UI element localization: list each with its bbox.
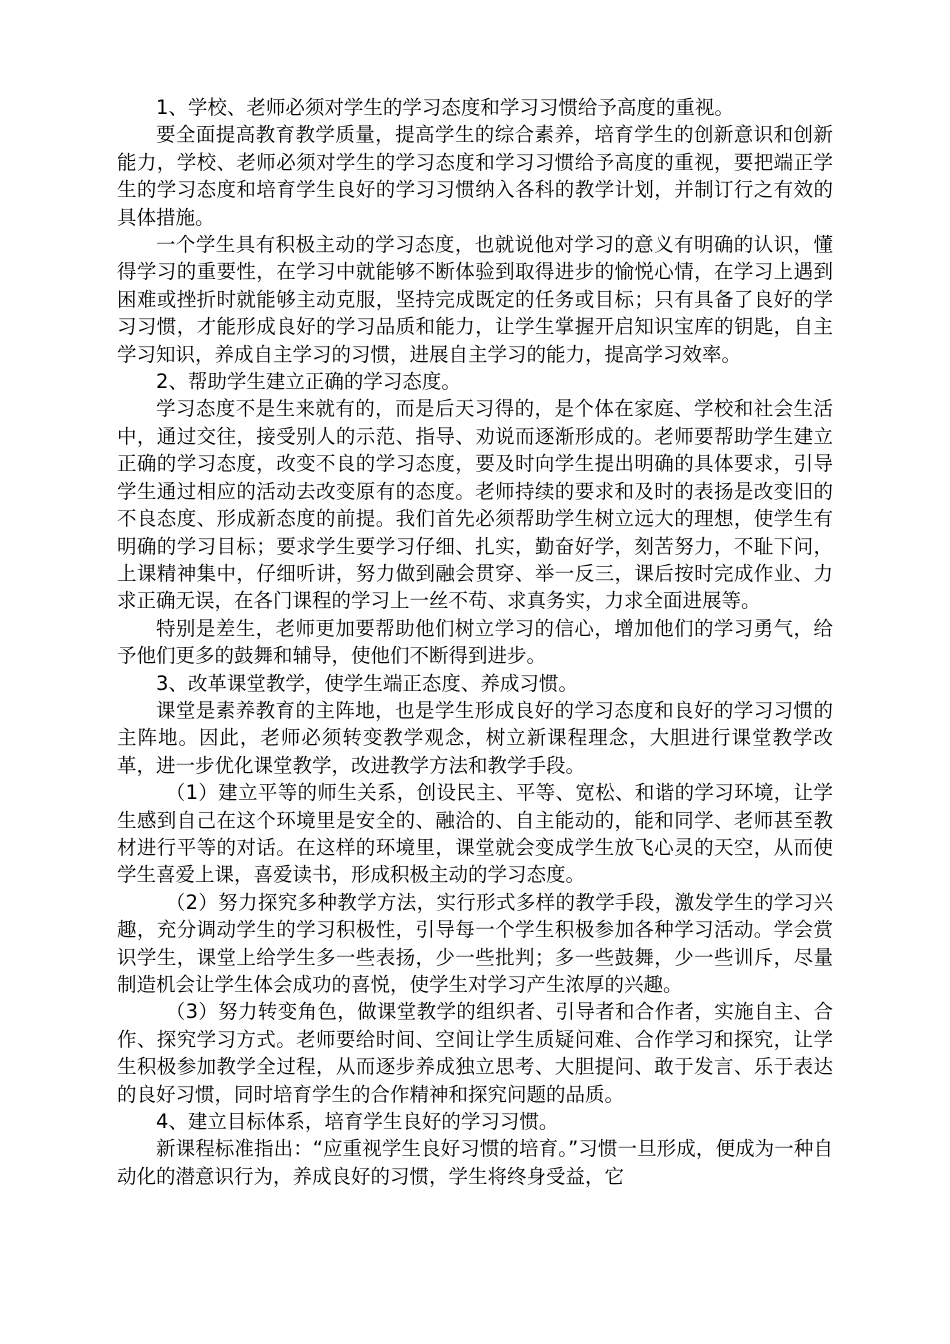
paragraph: 新课程标准指出：“应重视学生良好习惯的培育。”习惯一旦形成，便成为一种自动化的潜意识行为，养成良好的习惯，学生将终身受益，它 [117, 1137, 833, 1188]
paragraph: 学习态度不是生来就有的，而是后天习得的，是个体在家庭、学校和社会生活中，通过交往，接受别人的示范、指导、劝说而逐渐形成的。老师要帮助学生建立正确的学习态度，改变不良的学习态度，要及时向学生提出明确的具体要求，引导学生通过相应的活动去改变原有的态度。老师持续的要求和及时的表扬是改变旧的不良态度、形成新态度的前提。我们首先必须帮助学生树立远大的理想，使学生有明确的学习目标；要求学生要学习仔细、扎实，勤奋好学，刻苦努力，不耻下问，上课精神集中，仔细听讲，努力做到融会贯穿、举一反三，课后按时完成作业、力求正确无误，在各门课程的学习上一丝不苟、求真务实，力求全面进展等。 [117, 397, 833, 613]
list-item-2: （2）努力探究多种教学方法，实行形式多样的教学手段，激发学生的学习兴趣，充分调动学生的学习积极性，引导每一个学生积极参加各种学习活动。学会赏识学生，课堂上给学生多一些表扬，少一些批判；多一些鼓舞，少一些训斥，尽量制造机会让学生体会成功的喜悦，使学生对学习产生浓厚的兴趣。 [117, 890, 833, 996]
paragraph: 要全面提高教育教学质量，提高学生的综合素养，培育学生的创新意识和创新能力，学校、老师必须对学生的学习态度和学习习惯给予高度的重视，要把端正学生的学习态度和培育学生良好的学习习惯纳入各科的教学计划，并制订行之有效的具体措施。 [117, 123, 833, 229]
paragraph: 一个学生具有积极主动的学习态度，也就说他对学习的意义有明确的认识，懂得学习的重要性，在学习中就能够不断体验到取得进步的愉悦心情，在学习上遇到困难或挫折时就能够主动克服，坚持完成既定的任务或目标；只有具备了良好的学习习惯，才能形成良好的学习品质和能力，让学生掌握开启知识宝库的钥匙，自主学习知识，养成自主学习的习惯，进展自主学习的能力，提高学习效率。 [117, 233, 833, 366]
section-heading-2: 2、帮助学生建立正确的学习态度。 [156, 370, 461, 394]
section-heading-4: 4、建立目标体系，培育学生良好的学习习惯。 [156, 1110, 559, 1134]
document-body [117, 94, 833, 1190]
section-heading-3: 3、改革课堂教学，使学生端正态度、养成习惯。 [156, 671, 578, 695]
list-item-1: （1）建立平等的师生关系，创设民主、平等、宽松、和谐的学习环境，让学生感到自己在这个环境里是安全的、融洽的、自主能动的，能和同学、老师甚至教材进行平等的对话。在这样的环境里，课堂就会变成学生放飞心灵的天空，从而使学生喜爱上课，喜爱读书，形成积极主动的学习态度。 [117, 781, 833, 887]
paragraph: 特别是差生，老师更加要帮助他们树立学习的信心，增加他们的学习勇气，给予他们更多的鼓舞和辅导，使他们不断得到进步。 [117, 616, 833, 668]
list-item-3: （3）努力转变角色，做课堂教学的组织者、引导者和合作者，实施自主、合作、探究学习方式。老师要给时间、空间让学生质疑问难、合作学习和探究，让学生积极参加教学全过程，从而逐步养成独立思考、大胆提问、敢于发言、乐于表达的良好习惯，同时培育学生的合作精神和探究问题的品质。 [117, 1000, 833, 1106]
section-heading-1: 1、学校、老师必须对学生的学习态度和学习习惯给予高度的重视。 [156, 96, 734, 119]
paragraph: 课堂是素养教育的主阵地，也是学生形成良好的学习态度和良好的学习习惯的主阵地。因此，老师必须转变教学观念，树立新课程理念，大胆进行课堂教学改革，进一步优化课堂教学，改进教学方法和教学手段。 [117, 698, 833, 777]
